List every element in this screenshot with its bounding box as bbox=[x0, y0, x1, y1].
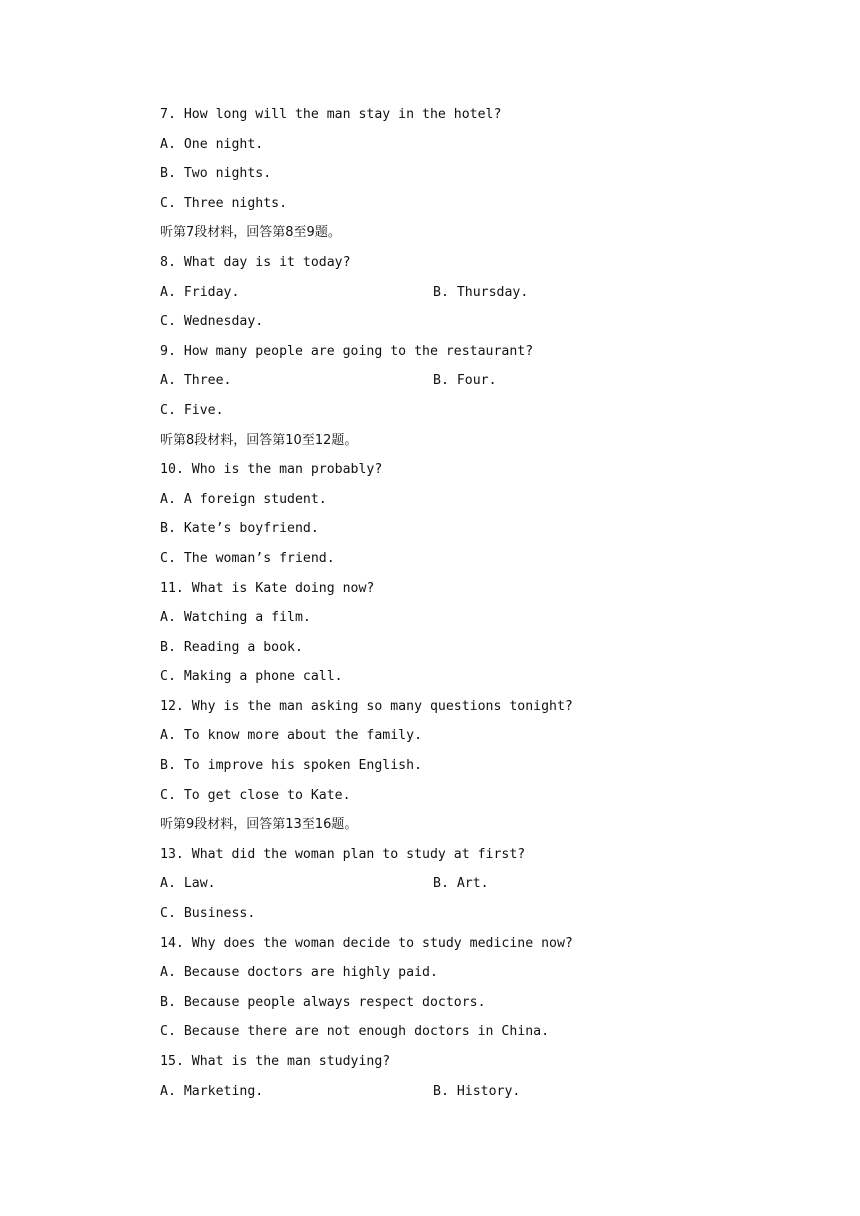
option-line: B. To improve his spoken English. bbox=[160, 758, 423, 774]
section-instruction: 听第7段材料，回答第8至9题。 bbox=[160, 225, 341, 241]
option-line: C. Because there are not enough doctors in China. bbox=[160, 1024, 550, 1040]
option-b: B. Thursday. bbox=[433, 284, 529, 300]
option-line: C. Wednesday. bbox=[160, 314, 264, 330]
option-line: B. Because people always respect doctors. bbox=[160, 994, 486, 1010]
option-pair-line bbox=[160, 1077, 720, 1107]
section-instruction: 听第9段材料，回答第13至16题。 bbox=[160, 817, 358, 833]
question-line: 11. What is Kate doing now? bbox=[160, 580, 375, 596]
option-pair-line bbox=[160, 366, 720, 396]
option-line: C. Five. bbox=[160, 402, 224, 418]
option-line: C. Three nights. bbox=[160, 195, 288, 211]
option-line: C. Business. bbox=[160, 906, 256, 922]
option-pair-line bbox=[160, 278, 720, 308]
option-a: A. Friday. bbox=[160, 284, 240, 300]
question-line: 7. How long will the man stay in the hotel? bbox=[160, 107, 502, 122]
option-pair-line bbox=[160, 869, 720, 899]
option-line: C. To get close to Kate. bbox=[160, 787, 351, 803]
question-line: 13. What did the woman plan to study at first? bbox=[160, 846, 526, 862]
question-line: 12. Why is the man asking so many questions tonight? bbox=[160, 698, 573, 714]
option-b: B. History. bbox=[433, 1083, 521, 1099]
option-a: A. Marketing. bbox=[160, 1083, 264, 1099]
option-line: B. Kate’s boyfriend. bbox=[160, 521, 319, 537]
question-line: 14. Why does the woman decide to study medicine now? bbox=[160, 935, 573, 951]
option-line: C. The woman’s friend. bbox=[160, 550, 335, 566]
option-line: A. To know more about the family. bbox=[160, 728, 423, 744]
question-line: 9. How many people are going to the restaurant? bbox=[160, 343, 534, 359]
option-line: A. Watching a film. bbox=[160, 610, 311, 626]
option-line: A. Because doctors are highly paid. bbox=[160, 965, 438, 981]
option-line: C. Making a phone call. bbox=[160, 669, 343, 685]
question-line: 8. What day is it today? bbox=[160, 254, 351, 270]
document-page bbox=[160, 100, 720, 1106]
option-line: A. A foreign student. bbox=[160, 491, 327, 507]
question-line: 10. Who is the man probably? bbox=[160, 462, 383, 478]
question-line: 15. What is the man studying? bbox=[160, 1054, 391, 1069]
option-line: B. Reading a book. bbox=[160, 639, 303, 655]
option-a: A. Three. bbox=[160, 373, 232, 389]
option-b: B. Art. bbox=[433, 876, 489, 892]
option-b: B. Four. bbox=[433, 373, 497, 389]
option-line: B. Two nights. bbox=[160, 166, 272, 182]
section-instruction: 听第8段材料，回答第10至12题。 bbox=[160, 432, 358, 448]
option-a: A. Law. bbox=[160, 876, 216, 892]
option-line: A. One night. bbox=[160, 136, 264, 152]
